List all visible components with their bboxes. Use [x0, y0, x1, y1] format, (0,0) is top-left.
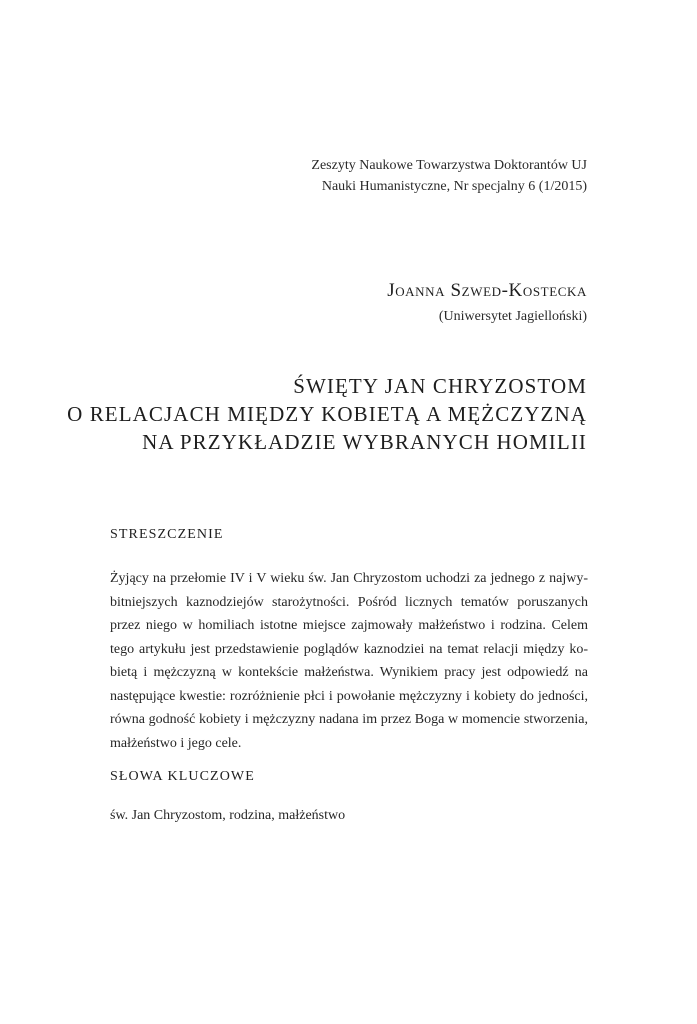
- abstract-line: bietą i mężczyzną w kontekście małżeństwa. Wynikiem pracy jest odpowiedź na: [110, 665, 588, 680]
- author-block: [387, 278, 587, 328]
- author-name: Joanna Szwed-Kostecka: [387, 280, 587, 301]
- journal-header: [311, 155, 587, 197]
- keywords-text: św. Jan Chryzostom, rodzina, małżeństwo: [110, 808, 346, 823]
- journal-issue: Nauki Humanistyczne, Nr specjalny 6 (1/2015): [321, 179, 587, 194]
- title-line: O RELACJACH MIĘDZY KOBIETĄ A MĘŻCZYZNĄ: [67, 402, 587, 426]
- journal-name: Zeszyty Naukowe Towarzystwa Doktorantów UJ: [311, 158, 587, 173]
- abstract-line: tego artykułu jest przedstawienie poglądów kaznodziei na temat relacji między ko-: [110, 641, 588, 657]
- article-title: [67, 372, 587, 456]
- abstract-line: Żyjący na przełomie IV i V wieku św. Jan Chryzostom uchodzi za jednego z najwy-: [110, 571, 588, 586]
- author-affiliation: (Uniwersytet Jagielloński): [438, 309, 587, 324]
- title-line: NA PRZYKŁADZIE WYBRANYCH HOMILII: [142, 430, 587, 454]
- abstract-body: [110, 567, 588, 755]
- title-line: ŚWIĘTY JAN CHRYZOSTOM: [293, 374, 587, 398]
- abstract-line: następujące kwestie: rozróżnienie płci i powołanie mężczyzny i kobiety do jedności,: [110, 688, 588, 704]
- abstract-line: przez niego w homiliach istotne miejsce zajmowały małżeństwo i rodzina. Celem: [110, 618, 588, 633]
- keywords-heading: SŁOWA KLUCZOWE: [110, 769, 255, 784]
- abstract-line: równa godność kobiety i mężczyzny nadana im przez Boga w momencie stworzenia,: [110, 712, 588, 727]
- abstract-heading: STRESZCZENIE: [110, 527, 224, 542]
- abstract-line: bitniejszych kaznodziejów starożytności. Pośród licznych tematów poruszanych: [110, 594, 588, 610]
- abstract-line: małżeństwo i jego cele.: [110, 735, 242, 751]
